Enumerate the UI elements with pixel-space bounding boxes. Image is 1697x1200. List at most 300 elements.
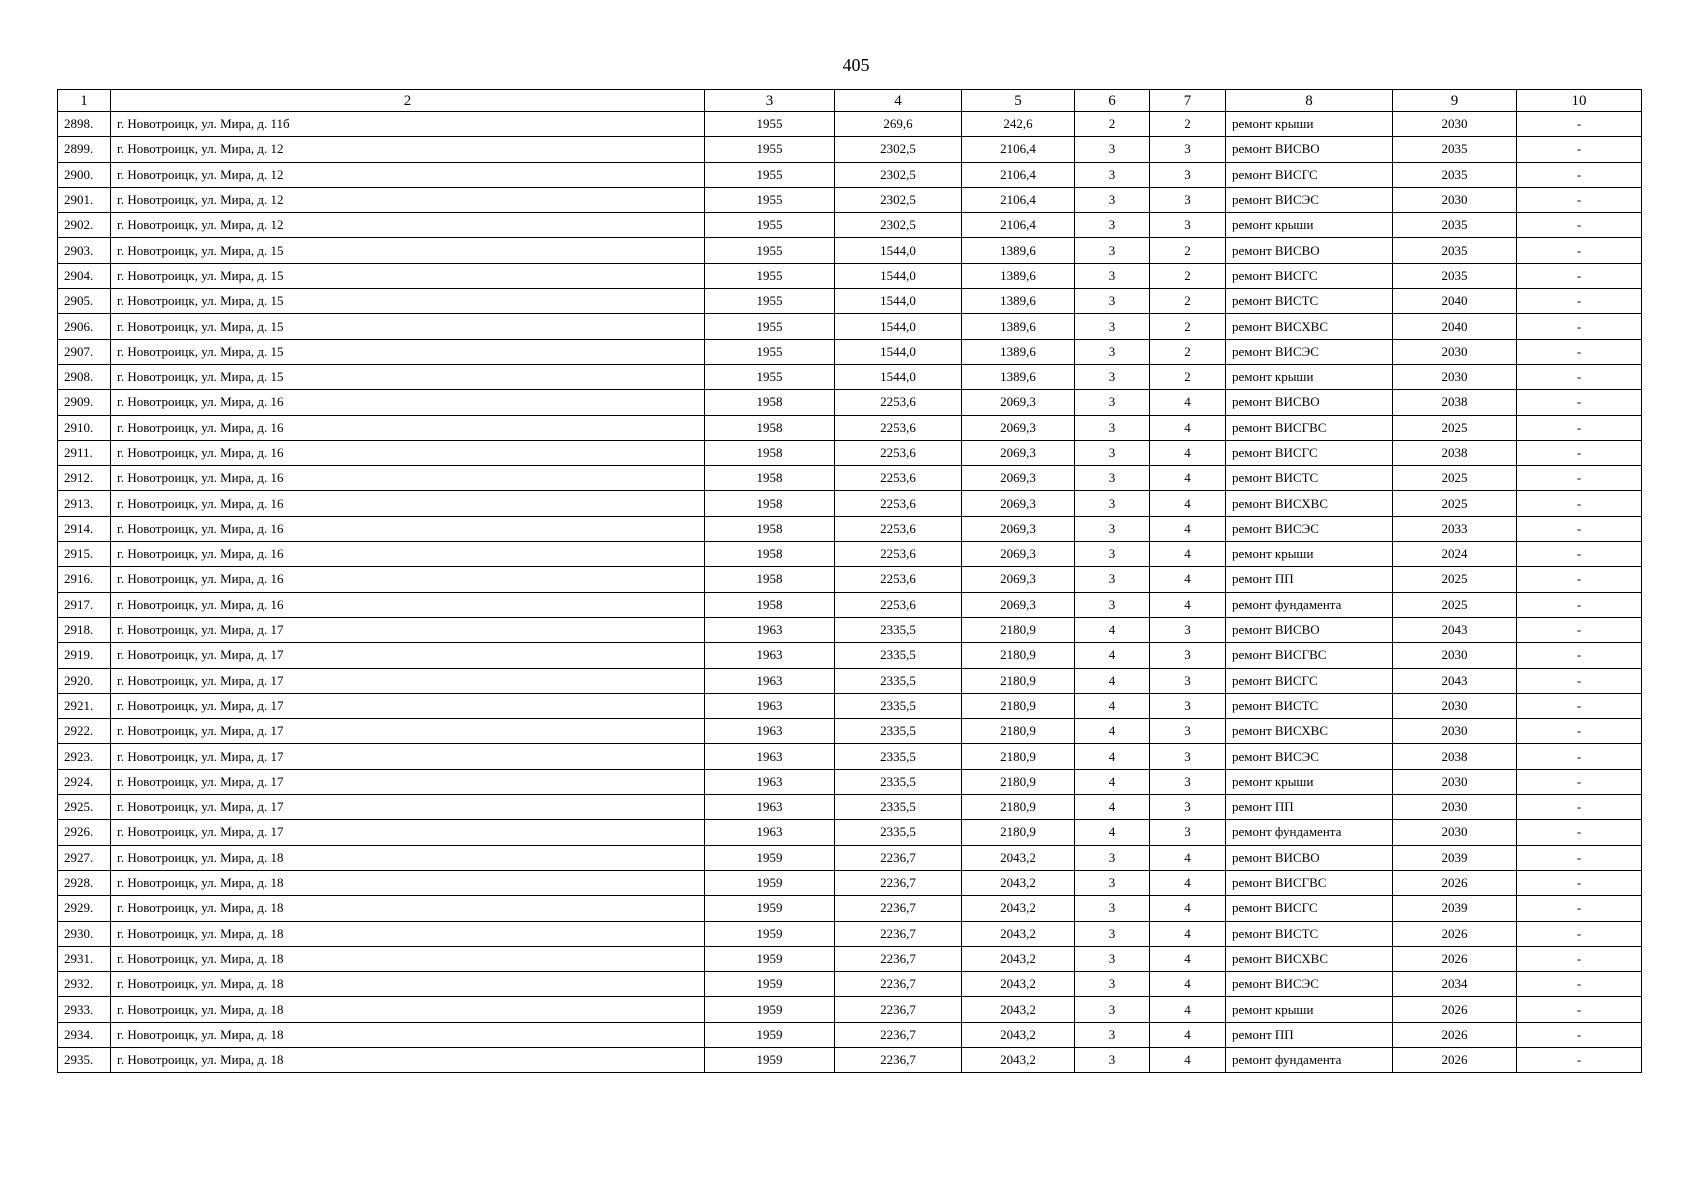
cell-area-total: 2253,6: [835, 440, 962, 465]
cell-year: 1955: [705, 187, 835, 212]
cell-work-type: ремонт ВИСВО: [1226, 845, 1393, 870]
cell-entrances: 3: [1150, 213, 1226, 238]
cell-address: г. Новотроицк, ул. Мира, д. 17: [111, 693, 705, 718]
cell-note: -: [1517, 339, 1642, 364]
cell-work-type: ремонт ПП: [1226, 1022, 1393, 1047]
cell-floors: 3: [1075, 440, 1150, 465]
cell-work-type: ремонт ПП: [1226, 795, 1393, 820]
cell-entrances: 2: [1150, 238, 1226, 263]
cell-year-planned: 2030: [1393, 795, 1517, 820]
cell-entrances: 4: [1150, 542, 1226, 567]
cell-year: 1955: [705, 137, 835, 162]
cell-area-living: 2043,2: [962, 1022, 1075, 1047]
cell-work-type: ремонт ВИСГС: [1226, 440, 1393, 465]
cell-floors: 3: [1075, 339, 1150, 364]
cell-area-living: 242,6: [962, 112, 1075, 137]
cell-entrances: 4: [1150, 946, 1226, 971]
cell-address: г. Новотроицк, ул. Мира, д. 16: [111, 415, 705, 440]
cell-address: г. Новотроицк, ул. Мира, д. 18: [111, 921, 705, 946]
cell-note: -: [1517, 643, 1642, 668]
cell-address: г. Новотроицк, ул. Мира, д. 11б: [111, 112, 705, 137]
cell-year: 1955: [705, 364, 835, 389]
cell-note: -: [1517, 972, 1642, 997]
cell-year: 1959: [705, 946, 835, 971]
cell-year: 1959: [705, 972, 835, 997]
cell-year-planned: 2039: [1393, 845, 1517, 870]
cell-year-planned: 2026: [1393, 921, 1517, 946]
cell-number: 2932.: [58, 972, 111, 997]
cell-entrances: 3: [1150, 795, 1226, 820]
cell-entrances: 3: [1150, 162, 1226, 187]
cell-note: -: [1517, 263, 1642, 288]
cell-number: 2903.: [58, 238, 111, 263]
cell-note: -: [1517, 693, 1642, 718]
cell-note: -: [1517, 440, 1642, 465]
table-row: [58, 263, 1642, 288]
cell-number: 2924.: [58, 769, 111, 794]
cell-number: 2930.: [58, 921, 111, 946]
cell-entrances: 4: [1150, 440, 1226, 465]
cell-year-planned: 2030: [1393, 643, 1517, 668]
cell-area-living: 2180,9: [962, 769, 1075, 794]
cell-note: -: [1517, 187, 1642, 212]
cell-entrances: 3: [1150, 769, 1226, 794]
cell-number: 2902.: [58, 213, 111, 238]
cell-area-living: 2106,4: [962, 187, 1075, 212]
cell-entrances: 4: [1150, 491, 1226, 516]
cell-work-type: ремонт ВИСТС: [1226, 289, 1393, 314]
cell-number: 2905.: [58, 289, 111, 314]
cell-area-living: 2180,9: [962, 744, 1075, 769]
cell-area-living: 1389,6: [962, 364, 1075, 389]
cell-work-type: ремонт ВИСВО: [1226, 137, 1393, 162]
cell-address: г. Новотроицк, ул. Мира, д. 18: [111, 870, 705, 895]
table-row: [58, 769, 1642, 794]
cell-note: -: [1517, 238, 1642, 263]
cell-note: -: [1517, 415, 1642, 440]
cell-work-type: ремонт ВИСГС: [1226, 162, 1393, 187]
column-header-2: 2: [111, 90, 705, 112]
cell-year-planned: 2025: [1393, 415, 1517, 440]
cell-year: 1958: [705, 466, 835, 491]
cell-year-planned: 2026: [1393, 946, 1517, 971]
cell-address: г. Новотроицк, ул. Мира, д. 16: [111, 592, 705, 617]
cell-address: г. Новотроицк, ул. Мира, д. 17: [111, 617, 705, 642]
cell-address: г. Новотроицк, ул. Мира, д. 15: [111, 289, 705, 314]
cell-year: 1958: [705, 567, 835, 592]
cell-entrances: 2: [1150, 364, 1226, 389]
table-body: [58, 112, 1642, 1073]
table-row: [58, 238, 1642, 263]
cell-note: -: [1517, 213, 1642, 238]
cell-note: -: [1517, 744, 1642, 769]
table-row: [58, 719, 1642, 744]
cell-floors: 3: [1075, 567, 1150, 592]
cell-address: г. Новотроицк, ул. Мира, д. 17: [111, 744, 705, 769]
table-row: [58, 542, 1642, 567]
cell-note: -: [1517, 466, 1642, 491]
cell-area-total: 2236,7: [835, 896, 962, 921]
cell-number: 2921.: [58, 693, 111, 718]
cell-number: 2934.: [58, 1022, 111, 1047]
cell-note: -: [1517, 921, 1642, 946]
cell-address: г. Новотроицк, ул. Мира, д. 16: [111, 390, 705, 415]
cell-area-living: 2180,9: [962, 643, 1075, 668]
table-row: [58, 668, 1642, 693]
cell-area-total: 2253,6: [835, 516, 962, 541]
cell-year-planned: 2038: [1393, 440, 1517, 465]
cell-area-total: 2335,5: [835, 643, 962, 668]
cell-note: -: [1517, 769, 1642, 794]
cell-number: 2928.: [58, 870, 111, 895]
cell-year-planned: 2034: [1393, 972, 1517, 997]
table-row: [58, 592, 1642, 617]
table-row: [58, 946, 1642, 971]
cell-year: 1959: [705, 921, 835, 946]
cell-year: 1963: [705, 643, 835, 668]
cell-floors: 3: [1075, 972, 1150, 997]
table-row: [58, 567, 1642, 592]
cell-entrances: 2: [1150, 289, 1226, 314]
table-row: [58, 314, 1642, 339]
cell-area-living: 2043,2: [962, 845, 1075, 870]
cell-number: 2922.: [58, 719, 111, 744]
cell-entrances: 4: [1150, 1022, 1226, 1047]
cell-note: -: [1517, 390, 1642, 415]
table-row: [58, 820, 1642, 845]
cell-work-type: ремонт крыши: [1226, 997, 1393, 1022]
cell-area-living: 2180,9: [962, 820, 1075, 845]
cell-year: 1959: [705, 845, 835, 870]
cell-floors: 3: [1075, 921, 1150, 946]
cell-address: г. Новотроицк, ул. Мира, д. 18: [111, 946, 705, 971]
cell-year-planned: 2038: [1393, 744, 1517, 769]
cell-note: -: [1517, 795, 1642, 820]
cell-address: г. Новотроицк, ул. Мира, д. 12: [111, 162, 705, 187]
cell-work-type: ремонт ВИСЭС: [1226, 972, 1393, 997]
cell-floors: 3: [1075, 946, 1150, 971]
cell-work-type: ремонт ВИСТС: [1226, 693, 1393, 718]
cell-note: -: [1517, 845, 1642, 870]
cell-entrances: 2: [1150, 314, 1226, 339]
cell-area-living: 1389,6: [962, 339, 1075, 364]
table-row: [58, 112, 1642, 137]
table-row: [58, 213, 1642, 238]
cell-year-planned: 2030: [1393, 187, 1517, 212]
cell-work-type: ремонт крыши: [1226, 769, 1393, 794]
cell-year: 1958: [705, 390, 835, 415]
cell-entrances: 4: [1150, 845, 1226, 870]
cell-floors: 3: [1075, 870, 1150, 895]
cell-work-type: ремонт ВИСГС: [1226, 263, 1393, 288]
cell-area-total: 2236,7: [835, 972, 962, 997]
cell-work-type: ремонт ВИСГС: [1226, 668, 1393, 693]
cell-entrances: 4: [1150, 997, 1226, 1022]
table-row: [58, 744, 1642, 769]
cell-address: г. Новотроицк, ул. Мира, д. 18: [111, 845, 705, 870]
column-header-9: 9: [1393, 90, 1517, 112]
cell-area-total: 2236,7: [835, 870, 962, 895]
cell-area-total: 2253,6: [835, 592, 962, 617]
cell-area-living: 2106,4: [962, 213, 1075, 238]
cell-work-type: ремонт ВИСВО: [1226, 238, 1393, 263]
cell-address: г. Новотроицк, ул. Мира, д. 16: [111, 491, 705, 516]
cell-note: -: [1517, 946, 1642, 971]
cell-work-type: ремонт фундамента: [1226, 820, 1393, 845]
table-row: [58, 390, 1642, 415]
cell-year-planned: 2025: [1393, 466, 1517, 491]
cell-work-type: ремонт ВИСХВС: [1226, 491, 1393, 516]
cell-year-planned: 2030: [1393, 339, 1517, 364]
cell-number: 2907.: [58, 339, 111, 364]
cell-floors: 3: [1075, 137, 1150, 162]
cell-area-total: 1544,0: [835, 364, 962, 389]
cell-work-type: ремонт ВИСТС: [1226, 466, 1393, 491]
cell-address: г. Новотроицк, ул. Мира, д. 12: [111, 187, 705, 212]
cell-address: г. Новотроицк, ул. Мира, д. 15: [111, 364, 705, 389]
cell-work-type: ремонт ВИСХВС: [1226, 719, 1393, 744]
cell-year-planned: 2035: [1393, 213, 1517, 238]
cell-area-total: 1544,0: [835, 339, 962, 364]
cell-address: г. Новотроицк, ул. Мира, д. 16: [111, 440, 705, 465]
cell-number: 2923.: [58, 744, 111, 769]
cell-area-total: 2236,7: [835, 946, 962, 971]
cell-area-living: 2180,9: [962, 617, 1075, 642]
cell-year-planned: 2035: [1393, 137, 1517, 162]
cell-year: 1955: [705, 289, 835, 314]
cell-year: 1958: [705, 592, 835, 617]
cell-work-type: ремонт ВИСВО: [1226, 617, 1393, 642]
column-header-3: 3: [705, 90, 835, 112]
cell-year-planned: 2043: [1393, 668, 1517, 693]
cell-entrances: 3: [1150, 617, 1226, 642]
cell-year-planned: 2040: [1393, 314, 1517, 339]
cell-year: 1959: [705, 870, 835, 895]
cell-number: 2911.: [58, 440, 111, 465]
cell-year-planned: 2026: [1393, 1022, 1517, 1047]
cell-number: 2912.: [58, 466, 111, 491]
cell-year: 1955: [705, 238, 835, 263]
cell-entrances: 3: [1150, 719, 1226, 744]
cell-year-planned: 2030: [1393, 364, 1517, 389]
cell-year-planned: 2033: [1393, 516, 1517, 541]
cell-floors: 4: [1075, 744, 1150, 769]
cell-note: -: [1517, 896, 1642, 921]
cell-address: г. Новотроицк, ул. Мира, д. 18: [111, 1022, 705, 1047]
table-row: [58, 1022, 1642, 1047]
cell-number: 2927.: [58, 845, 111, 870]
cell-area-living: 2180,9: [962, 668, 1075, 693]
column-header-8: 8: [1226, 90, 1393, 112]
cell-entrances: 2: [1150, 112, 1226, 137]
cell-year: 1963: [705, 693, 835, 718]
cell-floors: 3: [1075, 289, 1150, 314]
cell-note: -: [1517, 592, 1642, 617]
cell-work-type: ремонт ВИСЭС: [1226, 516, 1393, 541]
cell-address: г. Новотроицк, ул. Мира, д. 15: [111, 339, 705, 364]
cell-entrances: 3: [1150, 820, 1226, 845]
cell-floors: 3: [1075, 466, 1150, 491]
cell-note: -: [1517, 567, 1642, 592]
cell-note: -: [1517, 112, 1642, 137]
cell-year: 1958: [705, 415, 835, 440]
cell-number: 2910.: [58, 415, 111, 440]
cell-area-total: 2335,5: [835, 820, 962, 845]
cell-year-planned: 2026: [1393, 870, 1517, 895]
cell-entrances: 4: [1150, 896, 1226, 921]
cell-address: г. Новотроицк, ул. Мира, д. 16: [111, 567, 705, 592]
cell-note: -: [1517, 289, 1642, 314]
cell-year-planned: 2026: [1393, 997, 1517, 1022]
cell-entrances: 4: [1150, 516, 1226, 541]
cell-area-living: 2043,2: [962, 870, 1075, 895]
cell-note: -: [1517, 870, 1642, 895]
table-row: [58, 1047, 1642, 1072]
cell-year: 1958: [705, 516, 835, 541]
cell-entrances: 4: [1150, 567, 1226, 592]
cell-floors: 4: [1075, 820, 1150, 845]
cell-floors: 3: [1075, 415, 1150, 440]
table-row: [58, 364, 1642, 389]
cell-number: 2915.: [58, 542, 111, 567]
cell-entrances: 4: [1150, 466, 1226, 491]
cell-address: г. Новотроицк, ул. Мира, д. 12: [111, 213, 705, 238]
cell-area-total: 2335,5: [835, 693, 962, 718]
table-row: [58, 617, 1642, 642]
cell-entrances: 4: [1150, 972, 1226, 997]
cell-number: 2925.: [58, 795, 111, 820]
cell-floors: 4: [1075, 795, 1150, 820]
cell-work-type: ремонт ВИСХВС: [1226, 314, 1393, 339]
cell-entrances: 4: [1150, 921, 1226, 946]
table-row: [58, 339, 1642, 364]
table-row: [58, 795, 1642, 820]
cell-work-type: ремонт ВИСХВС: [1226, 946, 1393, 971]
table-row: [58, 997, 1642, 1022]
cell-address: г. Новотроицк, ул. Мира, д. 17: [111, 820, 705, 845]
cell-note: -: [1517, 491, 1642, 516]
cell-floors: 3: [1075, 1022, 1150, 1047]
cell-floors: 4: [1075, 668, 1150, 693]
cell-area-total: 2335,5: [835, 769, 962, 794]
cell-entrances: 3: [1150, 668, 1226, 693]
cell-floors: 3: [1075, 1047, 1150, 1072]
cell-number: 2931.: [58, 946, 111, 971]
cell-number: 2929.: [58, 896, 111, 921]
cell-address: г. Новотроицк, ул. Мира, д. 18: [111, 997, 705, 1022]
cell-area-living: 1389,6: [962, 314, 1075, 339]
cell-work-type: ремонт фундамента: [1226, 592, 1393, 617]
cell-area-living: 1389,6: [962, 289, 1075, 314]
cell-work-type: ремонт крыши: [1226, 112, 1393, 137]
cell-work-type: ремонт ВИСГВС: [1226, 870, 1393, 895]
cell-address: г. Новотроицк, ул. Мира, д. 16: [111, 542, 705, 567]
cell-area-living: 2180,9: [962, 693, 1075, 718]
cell-year-planned: 2043: [1393, 617, 1517, 642]
cell-number: 2918.: [58, 617, 111, 642]
table-row: [58, 289, 1642, 314]
cell-area-living: 2043,2: [962, 946, 1075, 971]
cell-work-type: ремонт фундамента: [1226, 1047, 1393, 1072]
cell-number: 2899.: [58, 137, 111, 162]
cell-floors: 3: [1075, 162, 1150, 187]
cell-area-living: 2180,9: [962, 719, 1075, 744]
cell-year-planned: 2030: [1393, 769, 1517, 794]
cell-floors: 3: [1075, 314, 1150, 339]
cell-area-living: 2069,3: [962, 440, 1075, 465]
cell-area-total: 2302,5: [835, 213, 962, 238]
cell-year: 1955: [705, 162, 835, 187]
cell-year-planned: 2040: [1393, 289, 1517, 314]
cell-floors: 3: [1075, 213, 1150, 238]
cell-floors: 3: [1075, 187, 1150, 212]
cell-floors: 3: [1075, 263, 1150, 288]
cell-area-living: 2180,9: [962, 795, 1075, 820]
cell-area-total: 2236,7: [835, 997, 962, 1022]
table-row: [58, 187, 1642, 212]
cell-entrances: 4: [1150, 592, 1226, 617]
cell-floors: 3: [1075, 364, 1150, 389]
column-header-5: 5: [962, 90, 1075, 112]
cell-entrances: 4: [1150, 415, 1226, 440]
cell-year: 1955: [705, 112, 835, 137]
cell-year-planned: 2030: [1393, 693, 1517, 718]
cell-address: г. Новотроицк, ул. Мира, д. 15: [111, 263, 705, 288]
cell-year: 1963: [705, 668, 835, 693]
cell-area-total: 2335,5: [835, 617, 962, 642]
cell-number: 2901.: [58, 187, 111, 212]
cell-area-living: 2069,3: [962, 491, 1075, 516]
cell-area-total: 2335,5: [835, 744, 962, 769]
cell-number: 2917.: [58, 592, 111, 617]
cell-area-total: 1544,0: [835, 263, 962, 288]
cell-area-living: 2043,2: [962, 896, 1075, 921]
cell-number: 2900.: [58, 162, 111, 187]
cell-year: 1955: [705, 339, 835, 364]
cell-number: 2933.: [58, 997, 111, 1022]
cell-area-total: 2335,5: [835, 795, 962, 820]
table-row: [58, 162, 1642, 187]
repair-schedule-table: [57, 89, 1642, 1073]
cell-work-type: ремонт ВИСГВС: [1226, 415, 1393, 440]
cell-area-living: 2043,2: [962, 1047, 1075, 1072]
cell-note: -: [1517, 137, 1642, 162]
cell-area-total: 2302,5: [835, 162, 962, 187]
column-header-7: 7: [1150, 90, 1226, 112]
cell-address: г. Новотроицк, ул. Мира, д. 17: [111, 643, 705, 668]
cell-address: г. Новотроицк, ул. Мира, д. 12: [111, 137, 705, 162]
table-row: [58, 516, 1642, 541]
cell-number: 2908.: [58, 364, 111, 389]
cell-entrances: 2: [1150, 339, 1226, 364]
cell-floors: 3: [1075, 238, 1150, 263]
cell-work-type: ремонт ВИСЭС: [1226, 339, 1393, 364]
cell-year-planned: 2030: [1393, 112, 1517, 137]
cell-note: -: [1517, 1047, 1642, 1072]
cell-area-total: 269,6: [835, 112, 962, 137]
column-header-4: 4: [835, 90, 962, 112]
cell-area-living: 2069,3: [962, 592, 1075, 617]
cell-area-total: 2253,6: [835, 542, 962, 567]
cell-floors: 3: [1075, 845, 1150, 870]
cell-area-total: 2253,6: [835, 567, 962, 592]
cell-address: г. Новотроицк, ул. Мира, д. 18: [111, 896, 705, 921]
header-row: [58, 90, 1642, 112]
cell-year-planned: 2025: [1393, 567, 1517, 592]
cell-year: 1959: [705, 997, 835, 1022]
cell-floors: 4: [1075, 693, 1150, 718]
cell-year: 1958: [705, 491, 835, 516]
